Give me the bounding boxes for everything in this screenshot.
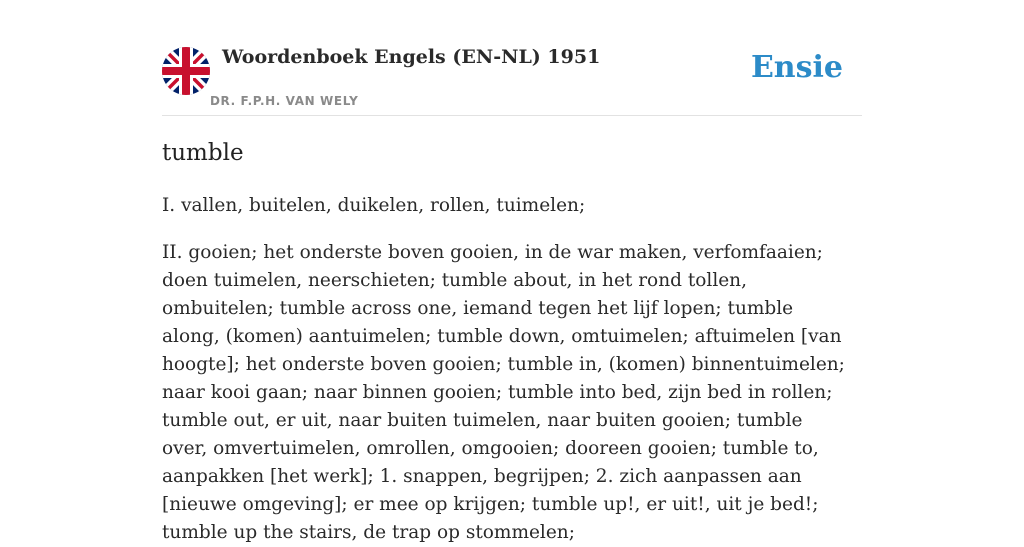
uk-flag-svg	[162, 47, 210, 95]
ensie-logo[interactable]: Ensie	[750, 50, 843, 85]
definition-2: II. gooien; het onderste boven gooien, in de war maken, verfomfaaien; doen tuimelen, neerschieten; tumble about, in het rond tollen, ombuitelen; tumble across one, iemand tegen het lijf lopen; tumble along, (komen) aantuimelen; tumble down, omtuimelen; aftuimelen [van hoogte]; het onderste boven gooien; tumble in, (komen) binnentuimelen; naar kooi gaan; naar binnen gooien; tumble into bed, zijn bed in rollen; tumble out, er uit, naar buiten tuimelen, naar buiten gooien; tumble over, omvertuimelen, omrollen, omgooien; dooreen gooien; tumble to, aanpakken [het werk]; 1. snappen, begrijpen; 2. zich aanpassen aan [nieuwe omgeving]; er mee op krijgen; tumble up!, er uit!, uit je bed!; tumble up the stairs, de trap op stommelen;	[162, 242, 845, 543]
header-divider	[162, 115, 862, 116]
definition-1: I. vallen, buitelen, duikelen, rollen, tuimelen;	[162, 195, 586, 216]
author-name: DR. F.P.H. VAN WELY	[210, 94, 359, 108]
uk-flag-icon	[162, 47, 210, 95]
dictionary-title[interactable]: Woordenboek Engels (EN-NL) 1951	[222, 46, 601, 68]
headword: tumble	[162, 140, 244, 166]
